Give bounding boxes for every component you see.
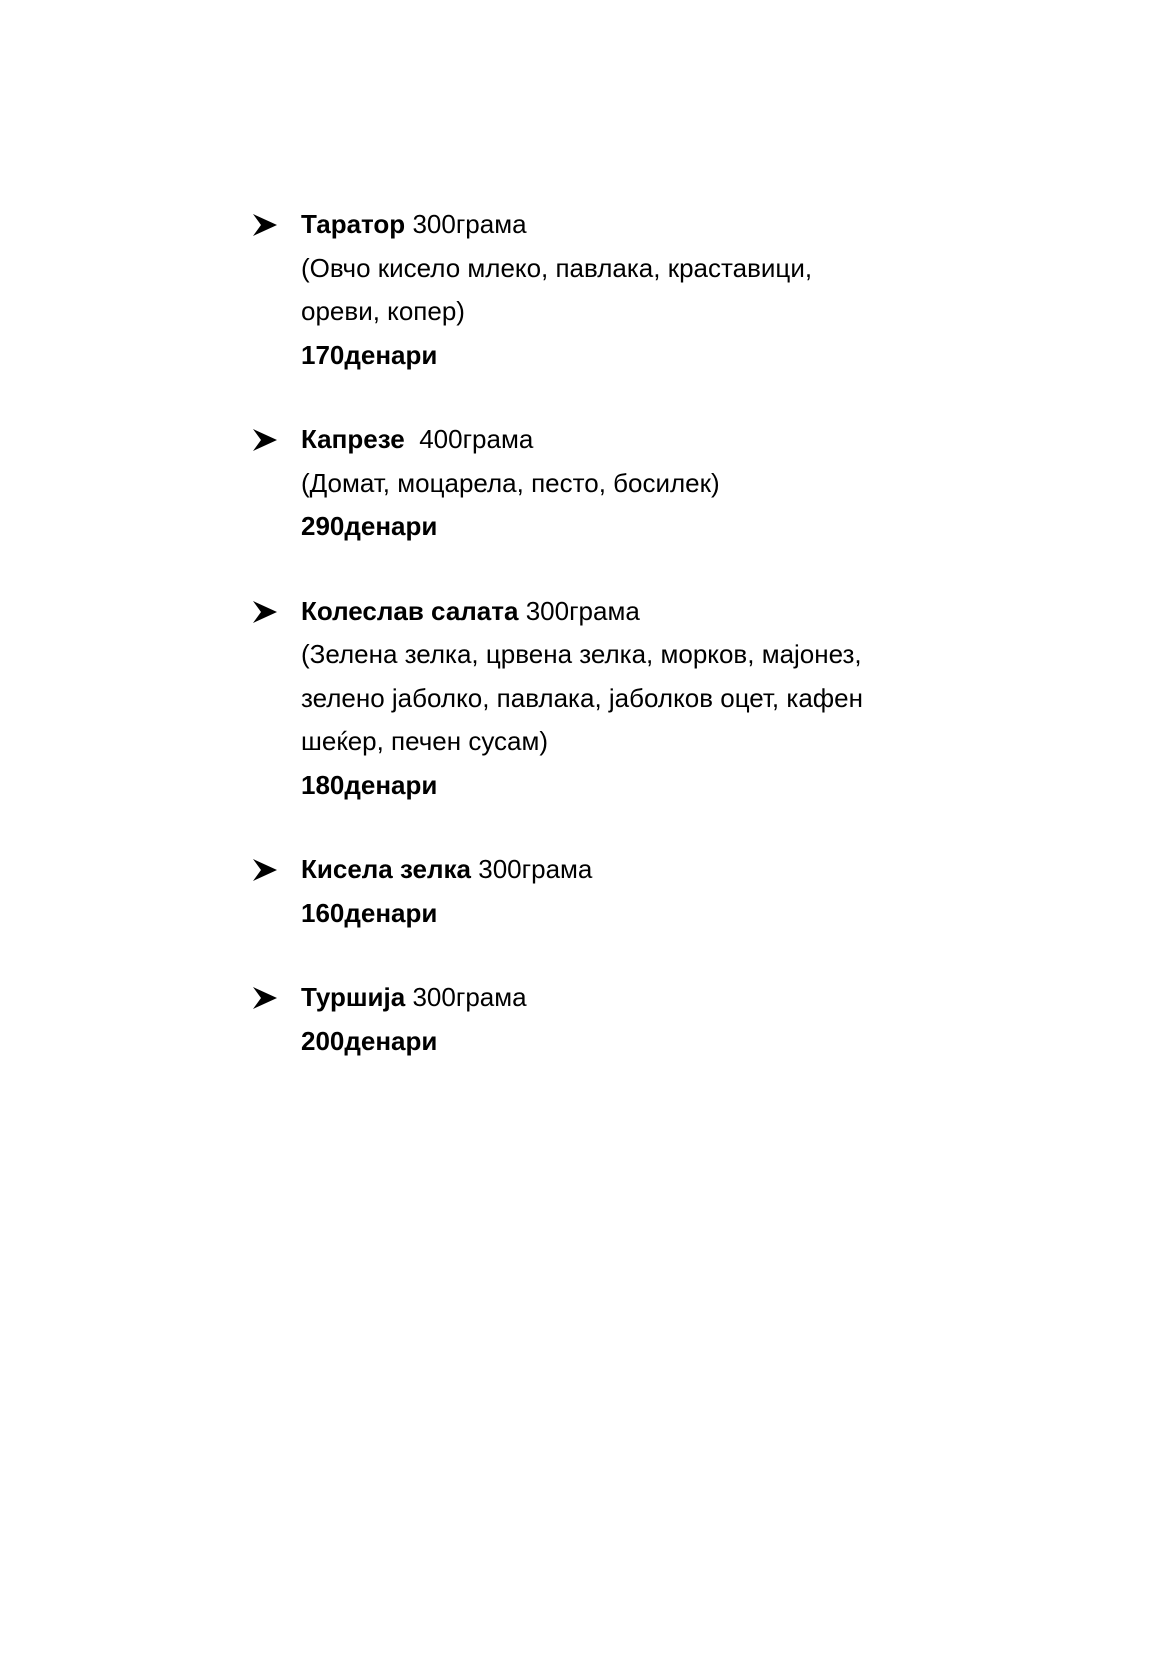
item-title-line xyxy=(301,203,1013,247)
item-price: 180денари xyxy=(301,769,438,800)
item-description-line: (Овчо кисело млеко, павлака, краставици, xyxy=(301,252,813,283)
item-weight: 300грама xyxy=(525,595,640,626)
item-name: Кисела зелка xyxy=(301,854,472,884)
item-description-line: зелено јаболко, павлака, јаболков оцет, кафен xyxy=(301,682,863,713)
arrowhead-bullet-icon xyxy=(253,601,277,623)
item-title-line xyxy=(301,976,1013,1020)
item-price: 200денари xyxy=(301,1025,438,1056)
menu-item-caprese xyxy=(253,418,1013,549)
item-name: Туршија xyxy=(301,982,406,1012)
arrowhead-bullet-icon xyxy=(253,859,277,881)
item-weight: 300грама xyxy=(412,982,527,1012)
arrowhead-bullet-icon xyxy=(253,429,277,451)
menu-item-sauerkraut xyxy=(253,848,1013,935)
item-title-line xyxy=(301,590,1013,634)
item-price: 170денари xyxy=(301,339,438,370)
item-name: Таратор xyxy=(301,209,406,239)
item-weight: 300грама xyxy=(478,854,593,884)
item-title-line xyxy=(301,848,1013,892)
menu-item-tarator xyxy=(253,203,1013,377)
item-description-line: шеќер, печен сусам) xyxy=(301,726,549,756)
item-description-line: ореви, копер) xyxy=(301,296,465,326)
item-name: Колеслав салата xyxy=(301,595,519,626)
item-description-line: (Зелена зелка, црвена зелка, морков, мајонез, xyxy=(301,639,862,669)
item-title-line xyxy=(301,418,1013,462)
item-description-line: (Домат, моцарела, песто, босилек) xyxy=(301,467,720,498)
item-name: Капрезе xyxy=(301,424,405,454)
item-price: 160денари xyxy=(301,897,438,928)
arrowhead-bullet-icon xyxy=(253,214,277,236)
menu-item-pickles xyxy=(253,976,1013,1063)
item-weight: 300грама xyxy=(412,209,527,239)
item-price: 290денари xyxy=(301,511,438,541)
item-weight: 400грама xyxy=(419,424,534,454)
menu-item-coleslaw xyxy=(253,590,1013,808)
arrowhead-bullet-icon xyxy=(253,987,277,1009)
salad-menu-list xyxy=(253,203,1013,1063)
